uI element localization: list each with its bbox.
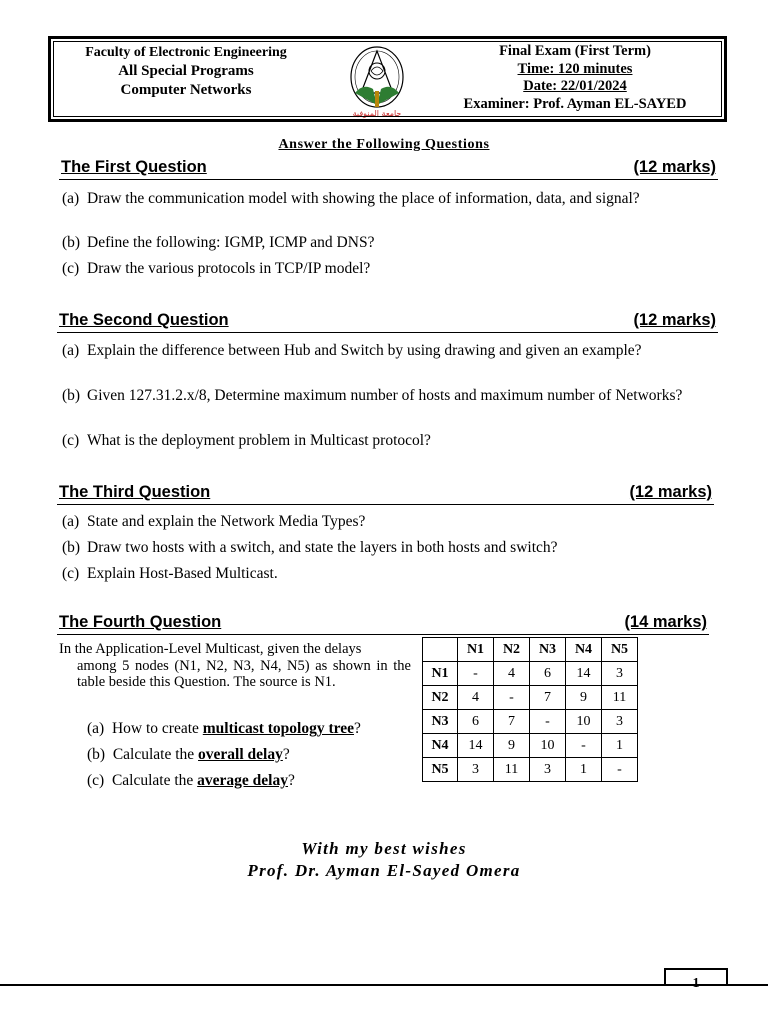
question-3-item-b: (b) Draw two hosts with a switch, and state the layers in both hosts and switch? <box>62 539 558 556</box>
question-4-heading <box>57 613 709 635</box>
program-name: All Special Programs <box>118 63 254 79</box>
question-3-item-a: (a) State and explain the Network Media Types? <box>62 513 366 530</box>
exam-type: Final Exam (First Term) <box>499 43 651 59</box>
page-number: 1 <box>692 976 700 991</box>
logo-caption: جامعة المنوفية <box>352 109 402 118</box>
question-4-item-b: (b) Calculate the overall delay? <box>87 746 290 763</box>
question-2-heading <box>57 311 718 333</box>
question-marks: (14 marks) <box>624 613 707 631</box>
exam-date: Date: 22/01/2024 <box>523 78 627 94</box>
closing-wishes: With my best wishes <box>301 839 467 858</box>
question-4-intro <box>59 641 411 691</box>
key-term: overall delay <box>198 746 283 763</box>
course-name: Computer Networks <box>120 82 252 98</box>
question-1-item-b: (b) Define the following: IGMP, ICMP and DNS? <box>62 234 375 251</box>
exam-header <box>48 36 727 122</box>
answer-title: Answer the Following Questions <box>278 137 490 152</box>
table-row: N2 4 - 7 9 11 <box>423 686 638 710</box>
key-term: multicast topology tree <box>202 720 355 737</box>
table-row: N3 6 7 - 10 3 <box>423 710 638 734</box>
question-3-item-c: (c) Explain Host-Based Multicast. <box>62 565 278 582</box>
key-term: average delay <box>197 772 288 789</box>
table-header-row: N1 N2 N3 N4 N5 <box>423 638 638 662</box>
question-1-item-c: (c) Draw the various protocols in TCP/IP model? <box>62 260 371 277</box>
header-right <box>440 43 710 113</box>
question-4-item-c: (c) Calculate the average delay? <box>87 772 295 789</box>
question-3-heading <box>57 483 714 505</box>
question-4-item-a: (a) How to create multicast topology tree? <box>87 720 361 737</box>
question-marks: (12 marks) <box>633 158 716 176</box>
delay-table <box>422 637 638 782</box>
question-2-item-a: (a) Explain the difference between Hub and Switch by using drawing and given an example? <box>62 342 642 359</box>
header-left <box>51 43 321 100</box>
question-1-heading <box>59 158 718 180</box>
question-title: The Third Question <box>59 483 211 501</box>
table-row: N1 - 4 6 14 3 <box>423 662 638 686</box>
faculty-name: Faculty of Electronic Engineering <box>85 45 287 60</box>
question-2-item-c: (c) What is the deployment problem in Multicast protocol? <box>62 432 431 449</box>
table-row: N4 14 9 10 - 1 <box>423 734 638 758</box>
question-title: The Fourth Question <box>59 613 222 631</box>
question-title: The First Question <box>61 158 207 176</box>
university-logo <box>331 43 423 119</box>
question-1-item-a: (a) Draw the communication model with showing the place of information, data, and signal? <box>62 190 640 207</box>
question-title: The Second Question <box>59 311 229 329</box>
question-marks: (12 marks) <box>633 311 716 329</box>
intro-first-line: In the Application-Level Multicast, given the delays <box>59 641 362 657</box>
intro-rest: among 5 nodes (N1, N2, N3, N4, N5) as shown in the table beside this Question. The source is N1. <box>77 657 411 690</box>
question-2-item-b: (b) Given 127.31.2.x/8, Determine maximum number of hosts and maximum number of Networks? <box>62 387 683 404</box>
table-row: N5 3 11 3 1 - <box>423 758 638 782</box>
exam-time: Time: 120 minutes <box>517 60 633 77</box>
page-number-box <box>664 968 728 991</box>
question-marks: (12 marks) <box>629 483 712 501</box>
closing-signature: Prof. Dr. Ayman El-Sayed Omera <box>247 861 521 880</box>
examiner: Examiner: Prof. Ayman EL-SAYED <box>463 95 687 112</box>
footer-rule <box>0 984 768 986</box>
